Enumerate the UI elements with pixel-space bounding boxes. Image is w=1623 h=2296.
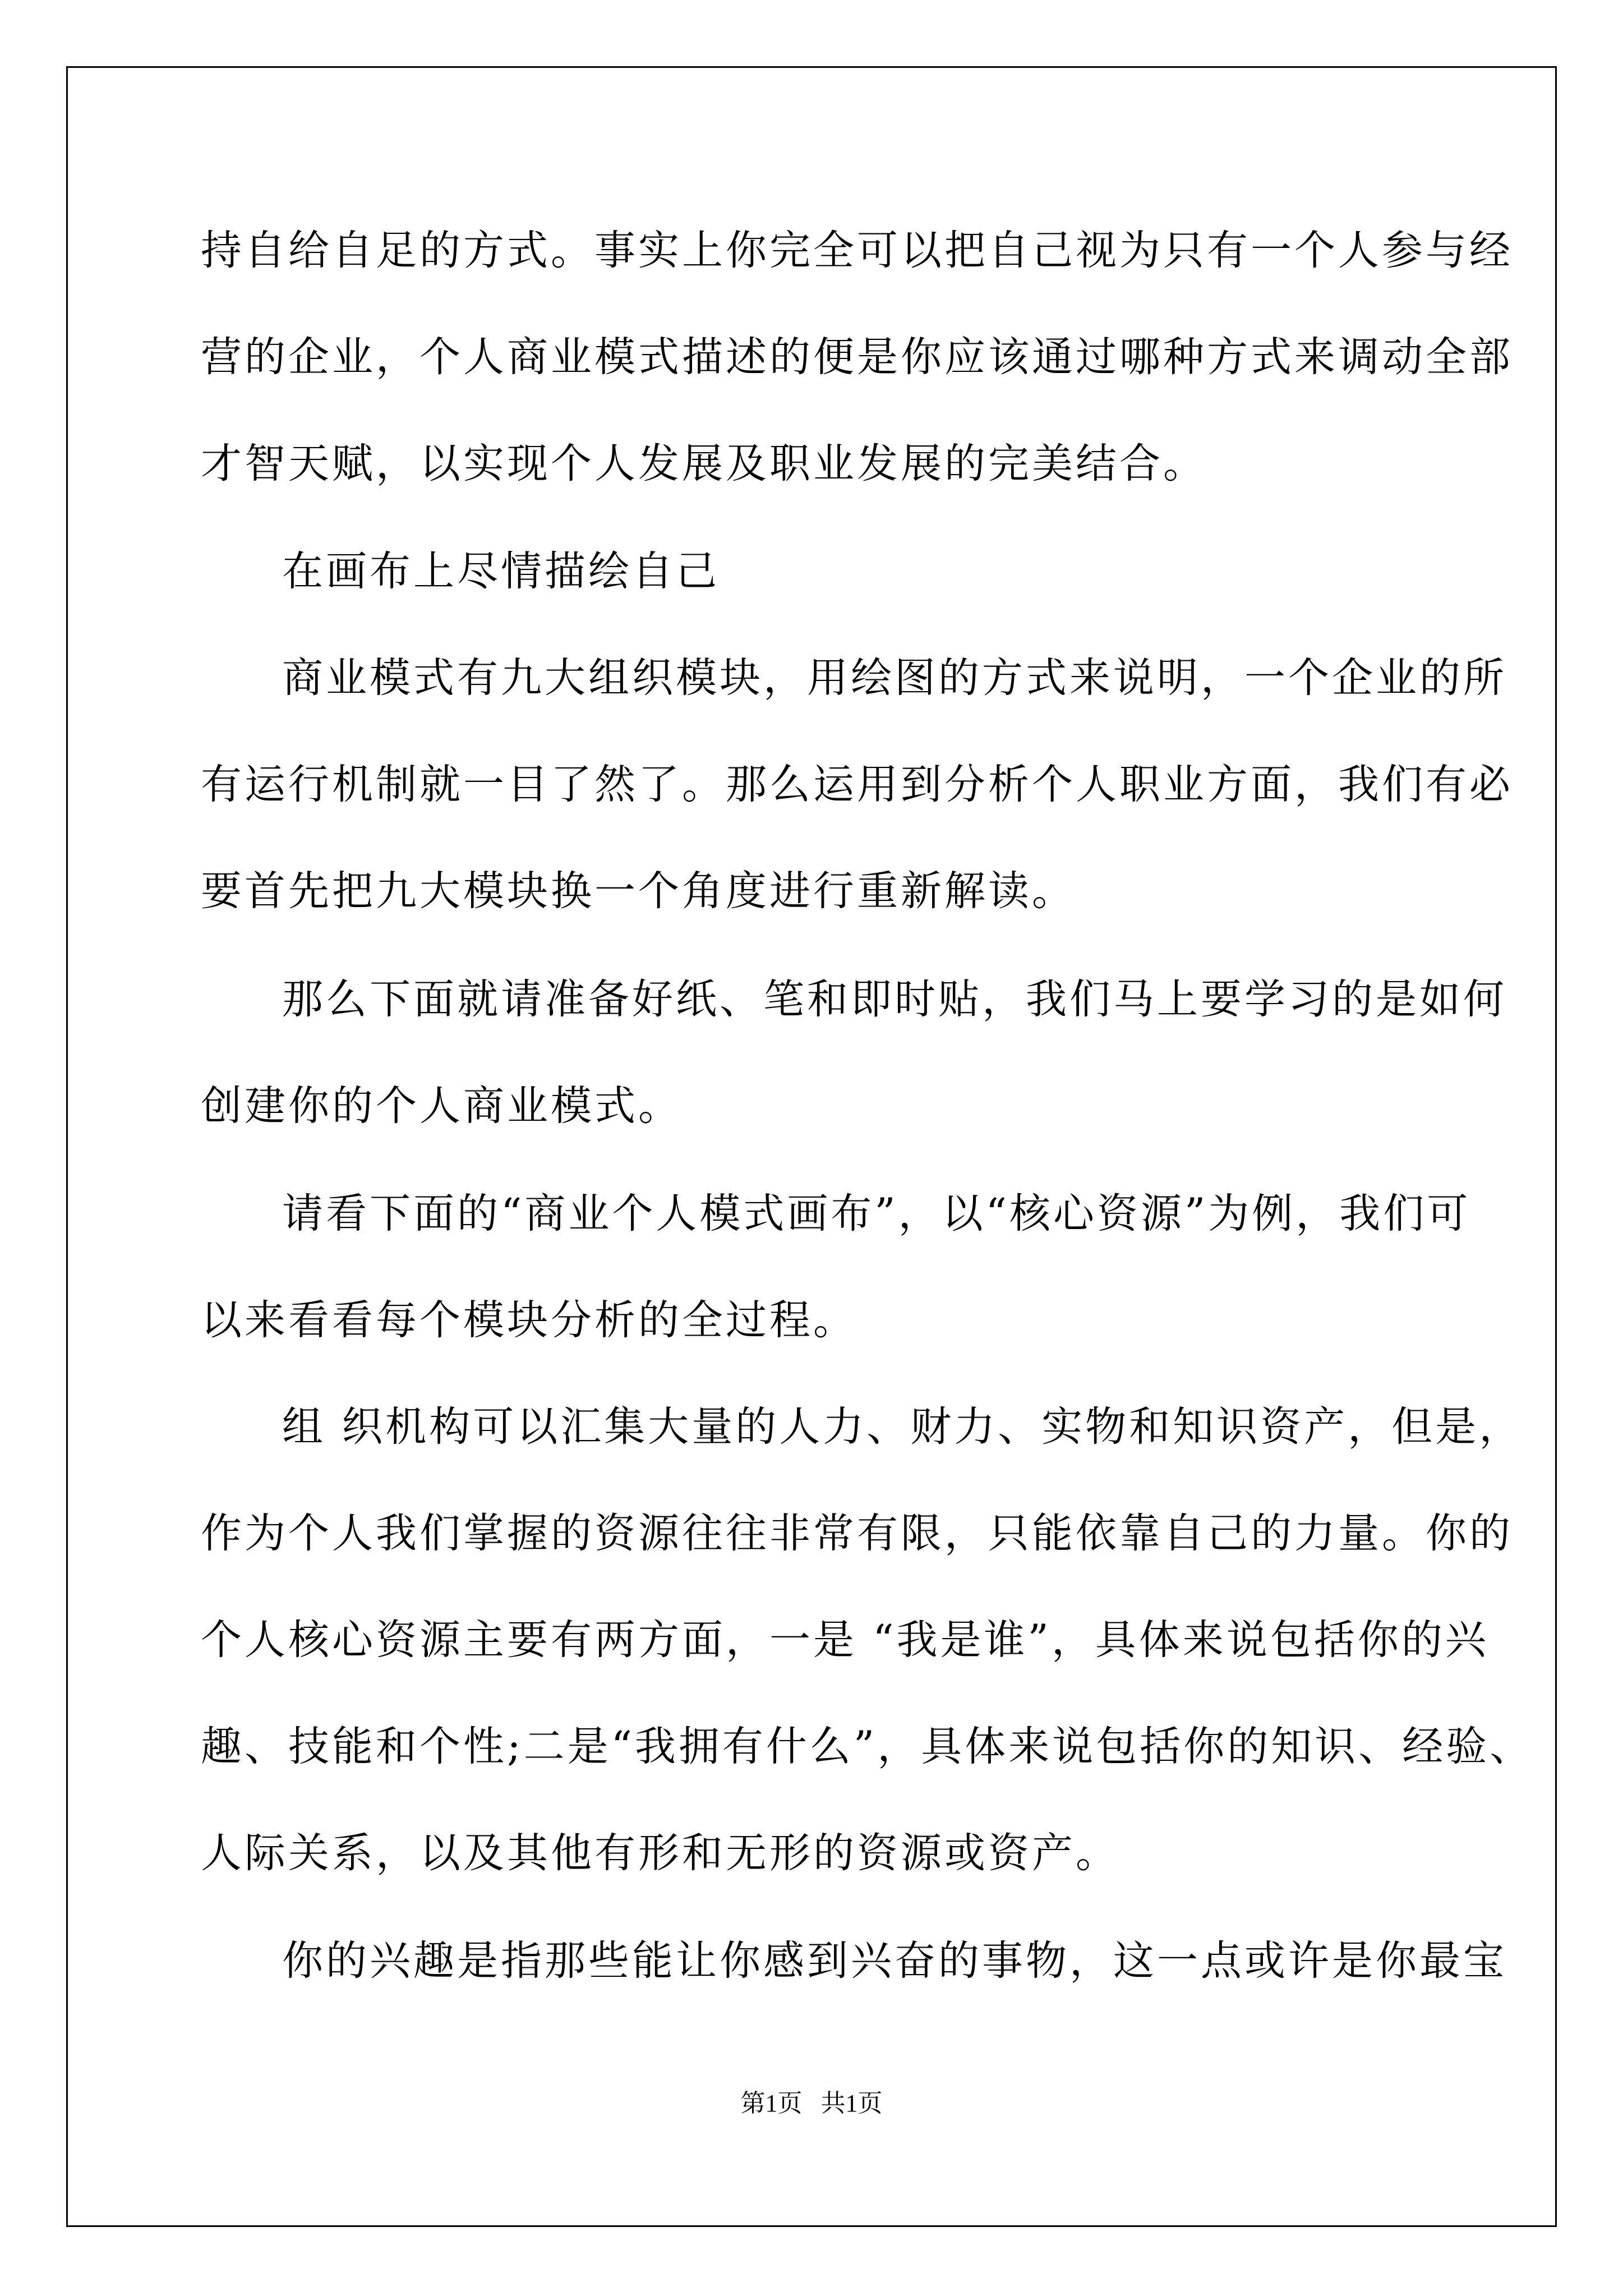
text-line: 你的兴趣是指那些能让你感到兴奋的事物，这一点或许是你最宝 (282, 1937, 1507, 1985)
text-line: 营的企业，个人商业模式描述的便是你应该通过哪种方式来调动全部 (201, 333, 1513, 381)
page-footer: 第1页 共1页 (740, 2090, 883, 2117)
text-line: 有运行机制就一目了然了。那么运用到分析个人职业方面，我们有必 (201, 761, 1513, 808)
text-line: 人际关系，以及其他有形和无形的资源或资产。 (201, 1829, 1119, 1877)
section-heading: 在画布上尽情描绘自己 (282, 547, 720, 595)
text-line: 趣、技能和个性;二是“我拥有什么”，具体来说包括你的知识、经验、 (201, 1723, 1534, 1770)
text-line: 以来看看每个模块分析的全过程。 (201, 1296, 857, 1344)
text-line: 那么下面就请准备好纸、笔和即时贴，我们马上要学习的是如何 (282, 976, 1507, 1023)
text-line: 持自给自足的方式。事实上你完全可以把自己视为只有一个人参与经 (201, 227, 1513, 274)
page-border (66, 66, 1557, 2227)
text-line: 要首先把九大模块换一个角度进行重新解读。 (201, 867, 1076, 915)
text-line: 创建你的个人商业模式。 (201, 1082, 682, 1130)
text-line: 组 织机构可以汇集大量的人力、财力、实物和知识资产，但是， (282, 1403, 1523, 1451)
text-line: 商业模式有九大组织模块，用绘图的方式来说明，一个企业的所 (282, 654, 1507, 702)
text-line: 作为个人我们掌握的资源往往非常有限，只能依靠自己的力量。你的 (201, 1510, 1513, 1557)
text-line: 才智天赋，以实现个人发展及职业发展的完美结合。 (201, 440, 1207, 487)
text-line: 请看下面的“商业个人模式画布”，以“核心资源”为例，我们可 (282, 1190, 1471, 1237)
text-line: 个人核心资源主要有两方面，一是 “我是谁”，具体来说包括你的兴 (201, 1616, 1489, 1664)
